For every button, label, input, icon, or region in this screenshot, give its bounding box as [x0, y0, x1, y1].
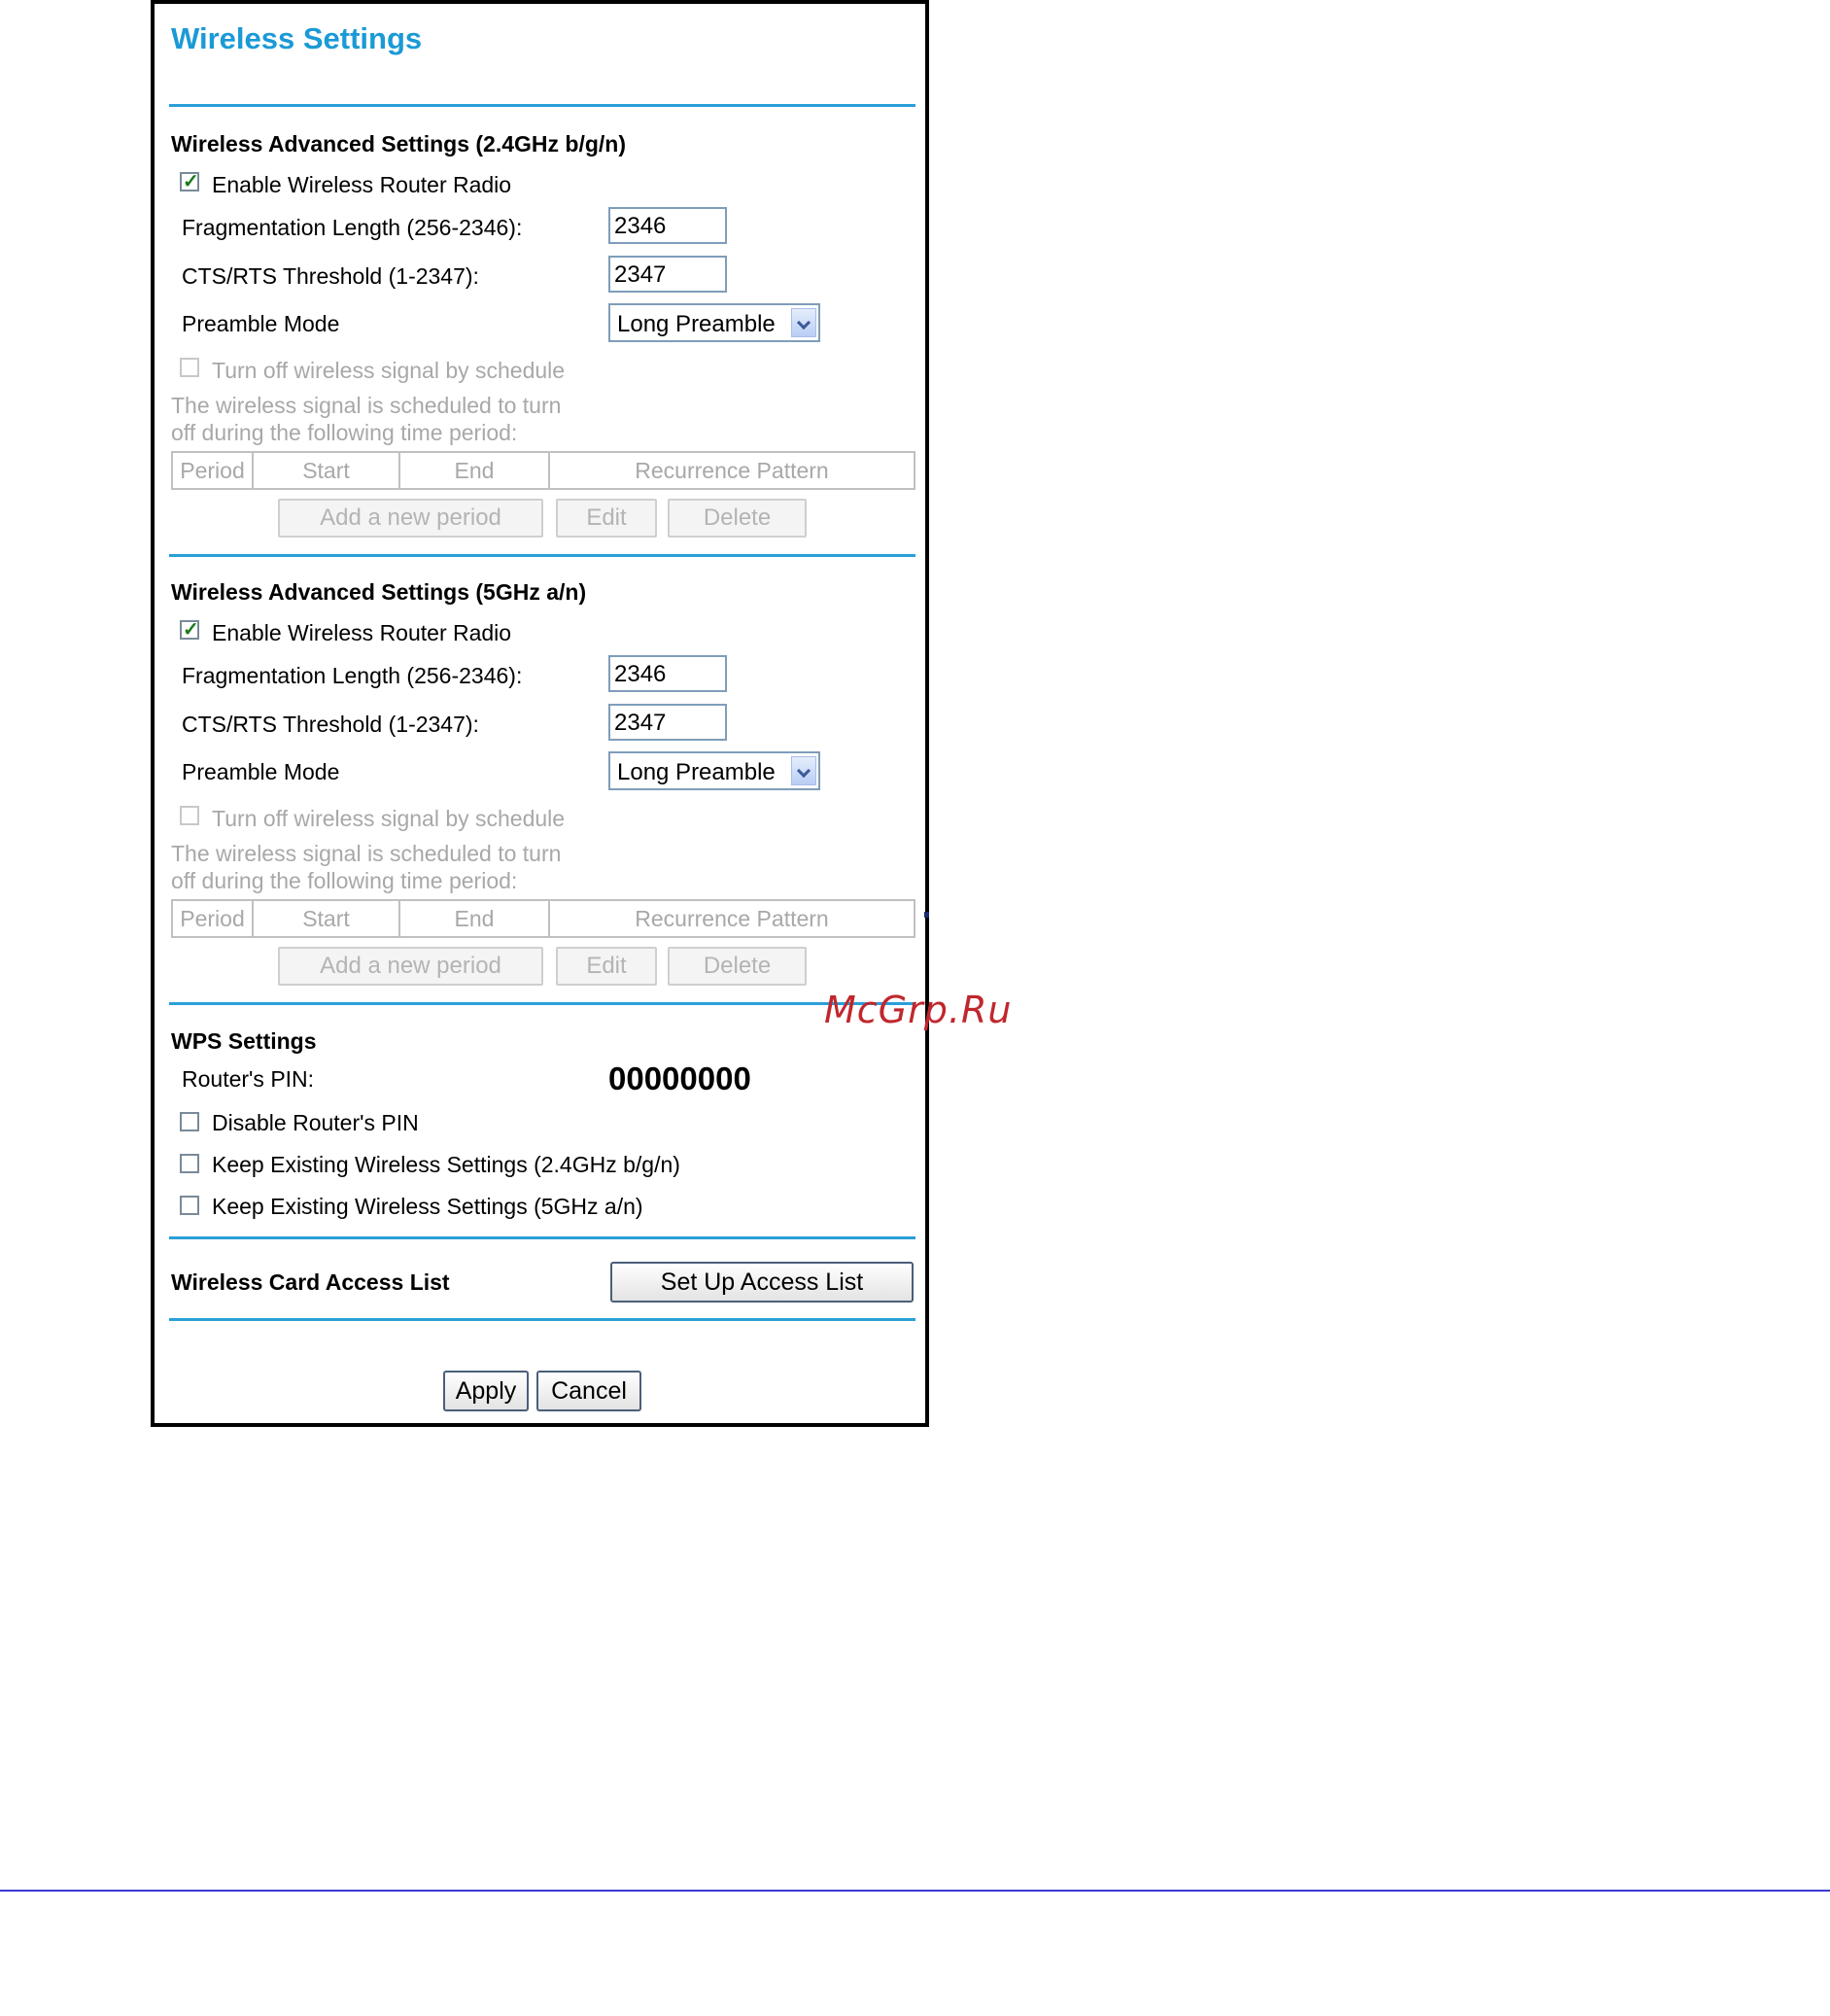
keep-settings-24ghz-label: Keep Existing Wireless Settings (2.4GHz b/g/n) [212, 1152, 680, 1177]
column-header-end: End [400, 901, 550, 936]
frag-length-5ghz-label: Fragmentation Length (256-2346): [182, 663, 523, 688]
column-header-start: Start [254, 453, 400, 488]
schedule-5ghz-table-header [171, 899, 915, 938]
column-header-recurrence: Recurrence Pattern [635, 458, 829, 483]
column-header-period: Period [173, 453, 254, 488]
enable-radio-5ghz-label: Enable Wireless Router Radio [212, 620, 512, 645]
schedule-24ghz-checkbox[interactable] [180, 358, 199, 377]
enable-radio-5ghz-checkbox[interactable] [180, 620, 199, 640]
cts-threshold-5ghz-label: CTS/RTS Threshold (1-2347): [182, 712, 479, 737]
wireless-settings-panel [151, 0, 929, 1427]
preamble-mode-24ghz-value: Long Preamble [617, 311, 776, 337]
access-list-heading: Wireless Card Access List [171, 1269, 450, 1295]
router-pin-label: Router's PIN: [182, 1066, 315, 1092]
keep-settings-5ghz-checkbox[interactable] [180, 1196, 199, 1215]
page-bottom-rule [0, 1890, 1830, 1892]
preamble-mode-5ghz-select[interactable] [608, 751, 820, 790]
schedule-5ghz-note-line2: off during the following time period: [171, 868, 518, 893]
frag-length-24ghz-label: Fragmentation Length (256-2346): [182, 215, 523, 240]
column-header-end: End [400, 453, 550, 488]
keep-settings-5ghz-label: Keep Existing Wireless Settings (5GHz a/n) [212, 1194, 643, 1219]
cts-threshold-5ghz-input[interactable]: 2347 [608, 704, 727, 741]
watermark-text: McGrp.Ru [824, 989, 1013, 1031]
frag-length-5ghz-input[interactable]: 2346 [608, 655, 727, 692]
keep-settings-24ghz-checkbox[interactable] [180, 1154, 199, 1173]
section-divider [169, 554, 915, 557]
schedule-24ghz-table-header [171, 451, 915, 490]
section-heading-5ghz: Wireless Advanced Settings (5GHz a/n) [171, 579, 587, 605]
chevron-down-icon[interactable] [791, 756, 816, 785]
section-divider [169, 1002, 915, 1005]
schedule-24ghz-note-line1: The wireless signal is scheduled to turn [171, 393, 562, 418]
add-period-5ghz-button[interactable]: Add a new period [278, 947, 543, 986]
preamble-mode-24ghz-select[interactable] [608, 303, 820, 342]
schedule-24ghz-label: Turn off wireless signal by schedule [212, 358, 566, 383]
cancel-button[interactable]: Cancel [536, 1371, 641, 1411]
chevron-down-icon[interactable] [791, 308, 816, 337]
page-title: Wireless Settings [171, 21, 423, 55]
stray-dot [924, 912, 929, 918]
frag-length-24ghz-input[interactable]: 2346 [608, 207, 727, 244]
schedule-5ghz-note-line1: The wireless signal is scheduled to turn [171, 841, 562, 866]
add-period-24ghz-button[interactable]: Add a new period [278, 499, 543, 538]
preamble-mode-5ghz-label: Preamble Mode [182, 759, 340, 784]
section-heading-24ghz: Wireless Advanced Settings (2.4GHz b/g/n) [171, 131, 626, 156]
schedule-24ghz-note-line2: off during the following time period: [171, 420, 518, 445]
setup-access-list-button[interactable]: Set Up Access List [610, 1262, 914, 1303]
column-header-recurrence: Recurrence Pattern [635, 906, 829, 931]
enable-radio-24ghz-checkbox[interactable] [180, 172, 199, 191]
preamble-mode-5ghz-value: Long Preamble [617, 759, 776, 785]
edit-period-24ghz-button[interactable]: Edit [556, 499, 657, 538]
schedule-5ghz-checkbox[interactable] [180, 806, 199, 825]
disable-pin-checkbox[interactable] [180, 1112, 199, 1131]
disable-pin-label: Disable Router's PIN [212, 1110, 419, 1135]
schedule-5ghz-label: Turn off wireless signal by schedule [212, 806, 566, 831]
section-divider [169, 1236, 915, 1239]
section-divider [169, 104, 915, 107]
column-header-period: Period [173, 901, 254, 936]
router-pin-value: 00000000 [608, 1060, 751, 1096]
column-header-start: Start [254, 901, 400, 936]
delete-period-5ghz-button[interactable]: Delete [668, 947, 807, 986]
preamble-mode-24ghz-label: Preamble Mode [182, 311, 340, 336]
apply-button[interactable]: Apply [443, 1371, 529, 1411]
cts-threshold-24ghz-label: CTS/RTS Threshold (1-2347): [182, 263, 479, 289]
enable-radio-24ghz-label: Enable Wireless Router Radio [212, 172, 512, 197]
cts-threshold-24ghz-input[interactable]: 2347 [608, 256, 727, 293]
section-divider [169, 1318, 915, 1321]
edit-period-5ghz-button[interactable]: Edit [556, 947, 657, 986]
delete-period-24ghz-button[interactable]: Delete [668, 499, 807, 538]
wps-heading: WPS Settings [171, 1028, 317, 1054]
